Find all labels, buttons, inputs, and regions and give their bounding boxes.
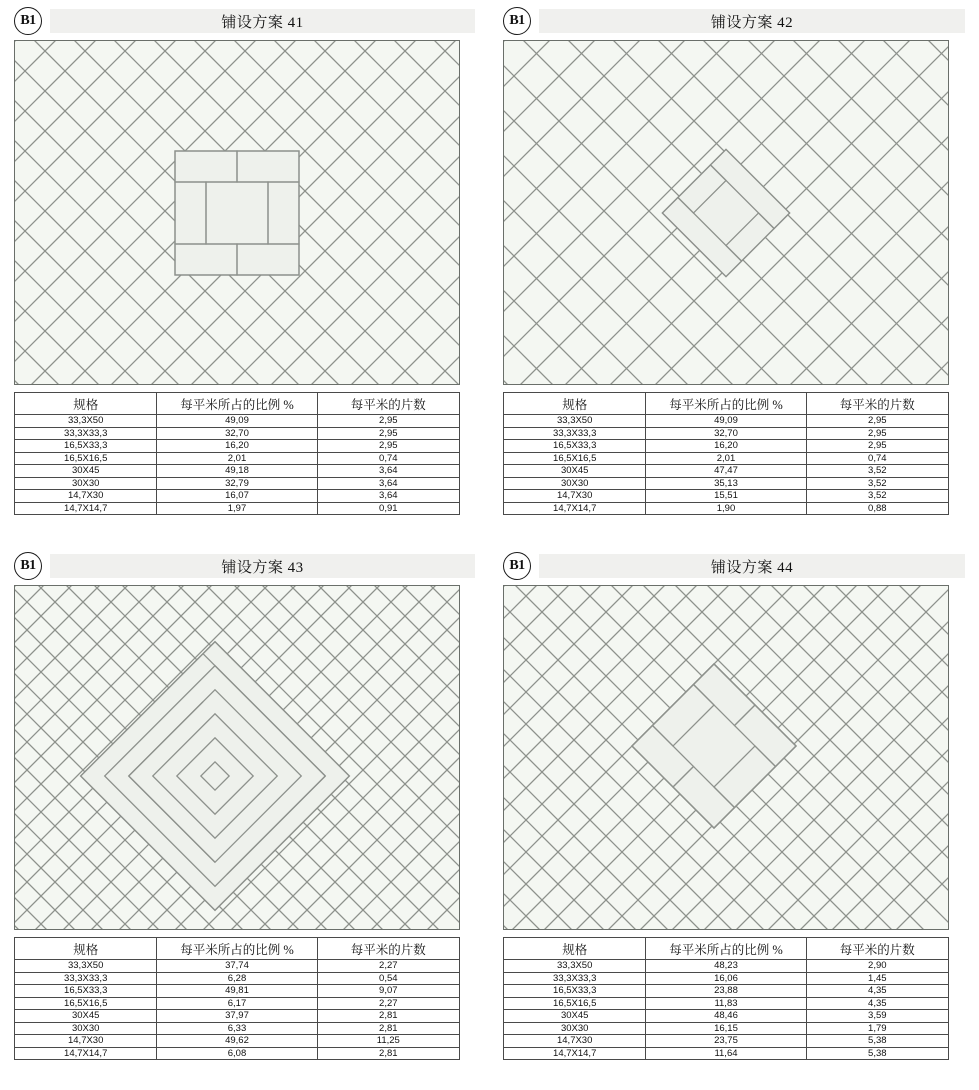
cell-spec: 14,7X14,7 xyxy=(15,1047,157,1060)
badge-b1: B1 xyxy=(503,7,531,35)
table-row xyxy=(504,985,949,998)
cell-percent: 11,64 xyxy=(646,1047,806,1060)
cell-pieces: 2,81 xyxy=(317,1010,459,1023)
table-row xyxy=(504,490,949,503)
panel-header xyxy=(503,6,965,36)
cell-spec: 33,3X33,3 xyxy=(15,972,157,985)
cell-spec: 33,3X50 xyxy=(504,415,646,428)
cell-pieces: 4,35 xyxy=(806,985,948,998)
table-row xyxy=(504,1022,949,1035)
table-row xyxy=(504,477,949,490)
cell-pieces: 2,90 xyxy=(806,960,948,973)
cell-spec: 16,5X16,5 xyxy=(504,452,646,465)
cell-pieces: 2,95 xyxy=(806,415,948,428)
cell-spec: 30X45 xyxy=(15,1010,157,1023)
cell-spec: 30X30 xyxy=(15,1022,157,1035)
spec-table-41 xyxy=(14,392,460,515)
page-title: 铺设方案 41 xyxy=(50,9,475,33)
cell-spec: 30X45 xyxy=(15,465,157,478)
table-row xyxy=(504,960,949,973)
table-header-row xyxy=(15,393,460,415)
cell-pieces: 2,95 xyxy=(317,440,459,453)
panel-header xyxy=(503,551,965,581)
table-header-row xyxy=(504,393,949,415)
col-spec: 规格 xyxy=(15,938,157,960)
cell-pieces: 3,64 xyxy=(317,477,459,490)
cell-pieces: 0,74 xyxy=(806,452,948,465)
cell-pieces: 1,79 xyxy=(806,1022,948,1035)
cell-pieces: 0,54 xyxy=(317,972,459,985)
cell-spec: 30X30 xyxy=(504,1022,646,1035)
cell-percent: 49,09 xyxy=(157,415,317,428)
cell-pieces: 9,07 xyxy=(317,985,459,998)
col-spec: 规格 xyxy=(504,393,646,415)
cell-pieces: 3,52 xyxy=(806,490,948,503)
table-row xyxy=(504,427,949,440)
badge-b1: B1 xyxy=(14,7,42,35)
cell-percent: 48,23 xyxy=(646,960,806,973)
table-row xyxy=(15,490,460,503)
cell-pieces: 3,64 xyxy=(317,490,459,503)
cell-pieces: 2,95 xyxy=(317,427,459,440)
cell-spec: 14,7X30 xyxy=(15,1035,157,1048)
table-row xyxy=(15,1035,460,1048)
cell-spec: 16,5X16,5 xyxy=(504,997,646,1010)
panel-plan-43 xyxy=(0,545,489,1090)
col-pieces: 每平米的片数 xyxy=(806,393,948,415)
col-percent: 每平米所占的比例 % xyxy=(157,393,317,415)
spec-table-42 xyxy=(503,392,949,515)
cell-spec: 16,5X16,5 xyxy=(15,997,157,1010)
cell-spec: 14,7X14,7 xyxy=(15,502,157,515)
cell-spec: 16,5X33,3 xyxy=(15,985,157,998)
table-row xyxy=(15,465,460,478)
cell-percent: 15,51 xyxy=(646,490,806,503)
cell-spec: 33,3X50 xyxy=(15,415,157,428)
cell-percent: 32,70 xyxy=(157,427,317,440)
table-row xyxy=(504,1010,949,1023)
cell-spec: 16,5X16,5 xyxy=(15,452,157,465)
cell-pieces: 2,95 xyxy=(806,440,948,453)
cell-pieces: 5,38 xyxy=(806,1047,948,1060)
col-spec: 规格 xyxy=(15,393,157,415)
cell-percent: 23,75 xyxy=(646,1035,806,1048)
cell-pieces: 2,81 xyxy=(317,1022,459,1035)
table-row xyxy=(15,415,460,428)
table-header-row xyxy=(15,938,460,960)
cell-percent: 2,01 xyxy=(157,452,317,465)
cell-spec: 33,3X50 xyxy=(15,960,157,973)
cell-percent: 35,13 xyxy=(646,477,806,490)
cell-spec: 33,3X33,3 xyxy=(15,427,157,440)
col-percent: 每平米所占的比例 % xyxy=(646,938,806,960)
cell-percent: 6,08 xyxy=(157,1047,317,1060)
tile-pattern-diagram-44 xyxy=(503,585,949,930)
cell-percent: 2,01 xyxy=(646,452,806,465)
page-title: 铺设方案 42 xyxy=(539,9,965,33)
cell-percent: 1,90 xyxy=(646,502,806,515)
cell-pieces: 3,59 xyxy=(806,1010,948,1023)
table-row xyxy=(15,1047,460,1060)
cell-percent: 32,79 xyxy=(157,477,317,490)
col-percent: 每平米所占的比例 % xyxy=(157,938,317,960)
cell-percent: 6,28 xyxy=(157,972,317,985)
page-title: 铺设方案 44 xyxy=(539,554,965,578)
table-header-row xyxy=(504,938,949,960)
cell-spec: 33,3X50 xyxy=(504,960,646,973)
cell-pieces: 0,74 xyxy=(317,452,459,465)
cell-pieces: 0,91 xyxy=(317,502,459,515)
cell-percent: 49,81 xyxy=(157,985,317,998)
cell-spec: 30X45 xyxy=(504,1010,646,1023)
cell-pieces: 4,35 xyxy=(806,997,948,1010)
col-spec: 规格 xyxy=(504,938,646,960)
cell-pieces: 2,95 xyxy=(317,415,459,428)
tile-pattern-diagram-41 xyxy=(14,40,460,385)
table-row xyxy=(15,502,460,515)
spec-table-44 xyxy=(503,937,949,1060)
table-row xyxy=(15,452,460,465)
cell-percent: 32,70 xyxy=(646,427,806,440)
badge-b1: B1 xyxy=(503,552,531,580)
table-row xyxy=(504,440,949,453)
cell-spec: 16,5X33,3 xyxy=(504,985,646,998)
badge-b1: B1 xyxy=(14,552,42,580)
tile-pattern-diagram-43 xyxy=(14,585,460,930)
cell-pieces: 1,45 xyxy=(806,972,948,985)
cell-percent: 37,97 xyxy=(157,1010,317,1023)
cell-pieces: 2,27 xyxy=(317,960,459,973)
table-row xyxy=(504,997,949,1010)
cell-pieces: 0,88 xyxy=(806,502,948,515)
panel-header xyxy=(14,551,475,581)
cell-percent: 16,06 xyxy=(646,972,806,985)
cell-pieces: 2,95 xyxy=(806,427,948,440)
cell-percent: 37,74 xyxy=(157,960,317,973)
cell-pieces: 3,64 xyxy=(317,465,459,478)
table-row xyxy=(504,452,949,465)
table-row xyxy=(15,440,460,453)
cell-spec: 30X45 xyxy=(504,465,646,478)
cell-percent: 16,20 xyxy=(646,440,806,453)
spec-table-43 xyxy=(14,937,460,1060)
cell-percent: 6,17 xyxy=(157,997,317,1010)
cell-pieces: 2,81 xyxy=(317,1047,459,1060)
table-row xyxy=(15,477,460,490)
cell-spec: 14,7X30 xyxy=(15,490,157,503)
table-row xyxy=(504,415,949,428)
cell-percent: 16,20 xyxy=(157,440,317,453)
table-row xyxy=(15,985,460,998)
panel-plan-41 xyxy=(0,0,489,545)
table-row xyxy=(504,465,949,478)
cell-pieces: 3,52 xyxy=(806,465,948,478)
table-row xyxy=(15,960,460,973)
cell-percent: 23,88 xyxy=(646,985,806,998)
cell-spec: 14,7X30 xyxy=(504,490,646,503)
cell-spec: 14,7X30 xyxy=(504,1035,646,1048)
cell-spec: 16,5X33,3 xyxy=(15,440,157,453)
page-title: 铺设方案 43 xyxy=(50,554,475,578)
col-pieces: 每平米的片数 xyxy=(317,938,459,960)
cell-spec: 33,3X33,3 xyxy=(504,427,646,440)
table-row xyxy=(504,1035,949,1048)
table-row xyxy=(15,972,460,985)
table-row xyxy=(15,1010,460,1023)
cell-pieces: 2,27 xyxy=(317,997,459,1010)
col-pieces: 每平米的片数 xyxy=(806,938,948,960)
tile-pattern-diagram-42 xyxy=(503,40,949,385)
cell-pieces: 11,25 xyxy=(317,1035,459,1048)
cell-percent: 11,83 xyxy=(646,997,806,1010)
col-percent: 每平米所占的比例 % xyxy=(646,393,806,415)
cell-spec: 14,7X14,7 xyxy=(504,1047,646,1060)
cell-percent: 1,97 xyxy=(157,502,317,515)
col-pieces: 每平米的片数 xyxy=(317,393,459,415)
cell-spec: 16,5X33,3 xyxy=(504,440,646,453)
table-row xyxy=(504,1047,949,1060)
table-row xyxy=(15,427,460,440)
table-row xyxy=(504,502,949,515)
cell-percent: 6,33 xyxy=(157,1022,317,1035)
cell-percent: 16,07 xyxy=(157,490,317,503)
table-row xyxy=(15,1022,460,1035)
cell-spec: 14,7X14,7 xyxy=(504,502,646,515)
table-row xyxy=(15,997,460,1010)
cell-spec: 30X30 xyxy=(15,477,157,490)
cell-spec: 30X30 xyxy=(504,477,646,490)
cell-percent: 47,47 xyxy=(646,465,806,478)
panel-plan-42 xyxy=(489,0,979,545)
cell-percent: 49,09 xyxy=(646,415,806,428)
panel-header xyxy=(14,6,475,36)
cell-percent: 16,15 xyxy=(646,1022,806,1035)
cell-percent: 49,18 xyxy=(157,465,317,478)
cell-percent: 48,46 xyxy=(646,1010,806,1023)
cell-percent: 49,62 xyxy=(157,1035,317,1048)
cell-spec: 33,3X33,3 xyxy=(504,972,646,985)
cell-pieces: 3,52 xyxy=(806,477,948,490)
table-row xyxy=(504,972,949,985)
panel-plan-44 xyxy=(489,545,979,1090)
cell-pieces: 5,38 xyxy=(806,1035,948,1048)
